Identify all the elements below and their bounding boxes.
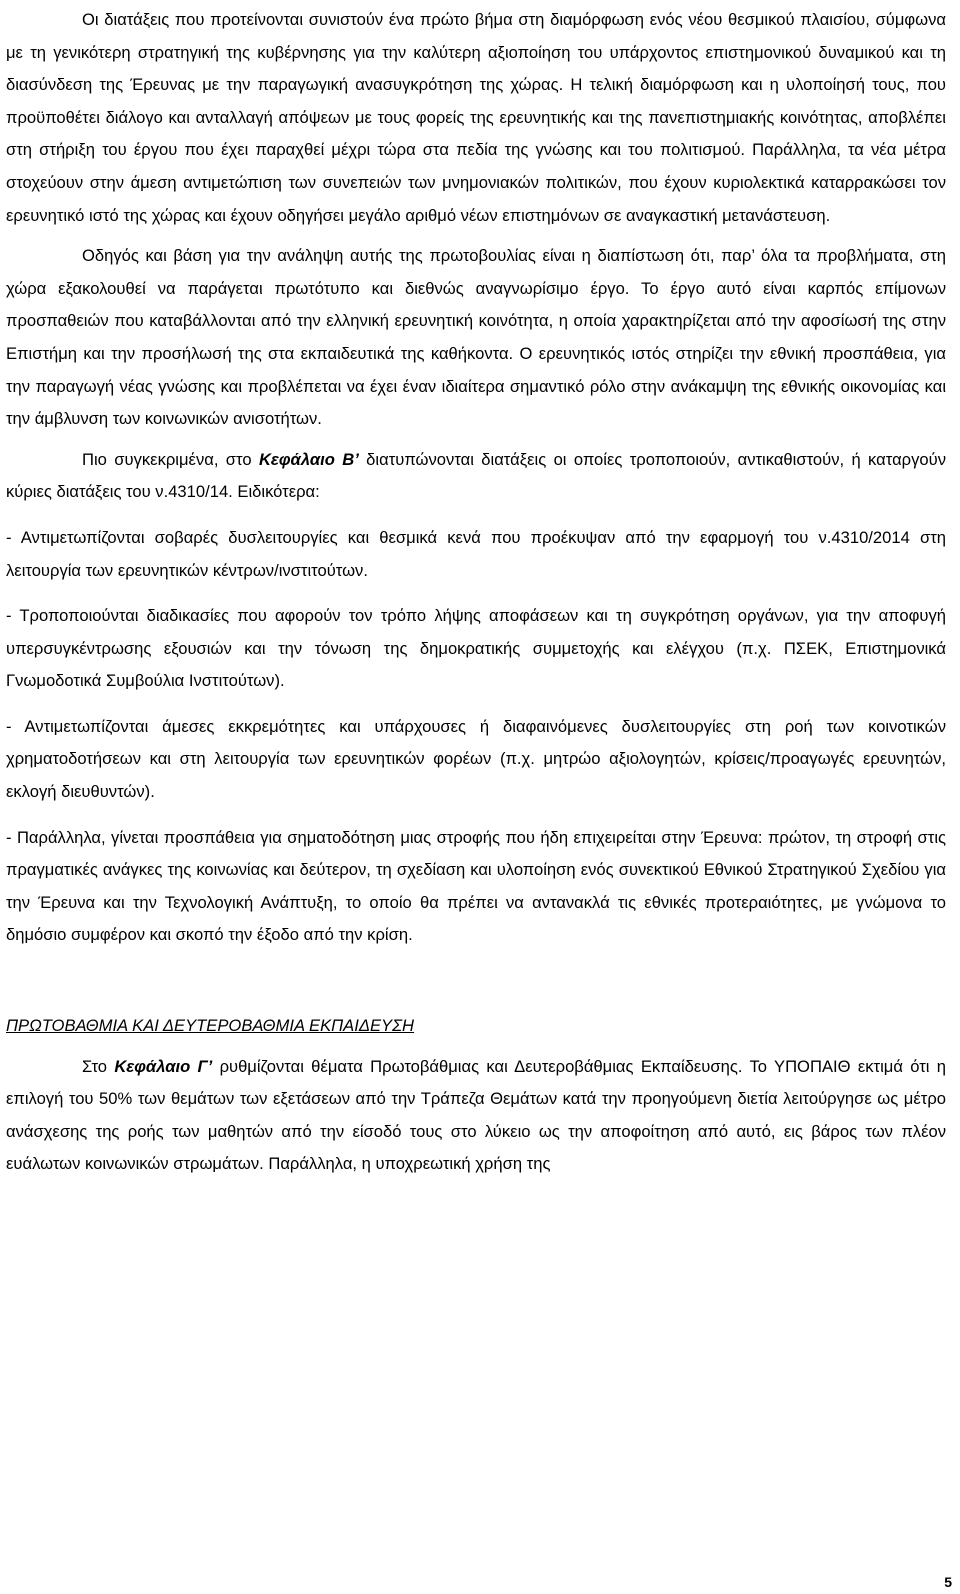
paragraph-intro: Οι διατάξεις που προτείνονται συνιστούν ένα πρώτο βήμα στη διαμόρφωση ενός νέου θεσμικού πλαισίου, σύμφωνα με τη γενικότερη στρατηγική της κυβέρνησης για την καλύτερη αξιοποίηση του υπάρχοντος επιστημονικού δυναμικού και τη διασύνδεση της Έρευνας με την παραγωγική ανασυγκρότηση της χώρας. Η τελική διαμόρφωση και η υλοποίησή τους, που προϋποθέτει διάλογο και ανταλλαγή απόψεων με τους φορείς της ερευνητικής και της πανεπιστημιακής κοινότητας, αποβλέπει στη στήριξη του έργου που έχει παραχθεί μέχρι τώρα στα πεδία της γνώσης και του πολιτισμού. Παράλληλα, τα νέα μέτρα στοχεύουν στην άμεση αντιμετώπιση των συνεπειών των μνημονιακών πολιτικών, που έχουν κυριολεκτικά καταρρακώσει τον ερευνητικό ιστό της χώρας και έχουν οδηγήσει μεγάλο αριθμό νέων επιστημόνων σε αναγκαστική μετανάστευση.	[6, 10, 946, 225]
chapter-c-label: Κεφάλαιο Γ’	[114, 1056, 213, 1076]
bullet-item-4: - Παράλληλα, γίνεται προσπάθεια για σηματοδότηση μιας στροφής που ήδη επιχειρείται στην Έρευνα: πρώτον, τη στροφή στις πραγματικές ανάγκες της κοινωνίας και δεύτερον, τη σχεδίαση και υλοποίηση ενός συνεκτικού Εθνικού Στρατηγικού Σχεδίου για την Έρευνα και την Τεχνολογική Ανάπτυξη, το οποίο θα πρέπει να αντανακλά τις εθνικές προτεραιότητες, με γνώμονα το δημόσιο συμφέρον και σκοπό την έξοδο από την κρίση.	[6, 827, 946, 945]
page-number: 5	[944, 1574, 952, 1590]
chapter-b-rest: διατυπώνονται διατάξεις οι οποίες τροποποιούν, αντικαθιστούν, ή καταργούν κύριες διατάξεις του ν.4310/14. Ειδικότερα:	[6, 449, 946, 502]
paragraph-chapter-c	[6, 1051, 946, 1181]
document-page	[6, 4, 946, 1181]
paragraph-research-community: Οδηγός και βάση για την ανάληψη αυτής της πρωτοβουλίας είναι η διαπίστωση ότι, παρ’ όλα τα προβλήματα, στη χώρα εξακολουθεί να παράγεται πρωτότυπο και διεθνώς αναγνωρίσιμο έργο. Το έργο αυτό είναι καρπός επίμονων προσπαθειών που καταβάλλονται από την ελληνική ερευνητική κοινότητα, η οποία χαρακτηρίζεται από την αφοσίωσή της στην Επιστήμη και την προσήλωσή της στα εκπαιδευτικά της καθήκοντα. Ο ερευνητικός ιστός στηρίζει την εθνική προσπάθεια, για την παραγωγή νέας γνώσης και προβλέπεται να έχει έναν ιδιαίτερα σημαντικό ρόλο στην ανάκαμψη της εθνικής οικονομίας και την άμβλυνση των κοινωνικών ανισοτήτων.	[6, 246, 946, 429]
paragraph-chapter-b	[6, 444, 946, 509]
bullet-item-1: - Αντιμετωπίζονται σοβαρές δυσλειτουργίες και θεσμικά κενά που προέκυψαν από την εφαρμογή του ν.4310/2014 στη λειτουργία των ερευνητικών κέντρων/ινστιτούτων.	[6, 527, 946, 580]
section-heading: ΠΡΩΤΟΒΑΘΜΙΑ ΚΑΙ ΔΕΥΤΕΡΟΒΑΘΜΙΑ ΕΚΠΑΙΔΕΥΣΗ	[6, 1016, 415, 1036]
chapter-b-lead: Πιο συγκεκριμένα, στο	[82, 449, 259, 469]
bullet-item-3: - Αντιμετωπίζονται άμεσες εκκρεμότητες και υπάρχουσες ή διαφαινόμενες δυσλειτουργίες στη ροή των κοινοτικών χρηματοδοτήσεων και στη λειτουργία των ερευνητικών φορέων (π.χ. μητρώο αξιολογητών, κρίσεις/προαγωγές ερευνητών, εκλογή διευθυντών).	[6, 716, 946, 802]
chapter-c-rest: ρυθμίζονται θέματα Πρωτοβάθμιας και Δευτεροβάθμιας Εκπαίδευσης. Το ΥΠΟΠΑΙΘ εκτιμά ότι η επιλογή του 50% των θεμάτων των εξετάσεων από την Τράπεζα Θεμάτων κατά την προηγούμενη διετία λειτούργησε ως μέτρο ανάσχεσης της ροής των μαθητών από την είσοδό τους στο λύκειο ως την αποφοίτηση από αυτό, εις βάρος των πλέον ευάλωτων κοινωνικών στρωμάτων. Παράλληλα, η υποχρεωτική χρήση της	[6, 1056, 946, 1174]
bullet-item-2: - Τροποποιούνται διαδικασίες που αφορούν τον τρόπο λήψης αποφάσεων και τη συγκρότηση οργάνων, για την αποφυγή υπερσυγκέντρωσης εξουσιών και την τόνωση της δημοκρατικής συμμετοχής και ελέγχου (π.χ. ΠΣΕΚ, Επιστημονικά Γνωμοδοτικά Συμβούλια Ινστιτούτων).	[6, 606, 946, 691]
chapter-b-label: Κεφάλαιο Β’	[258, 449, 359, 469]
chapter-c-lead: Στο	[82, 1056, 115, 1076]
